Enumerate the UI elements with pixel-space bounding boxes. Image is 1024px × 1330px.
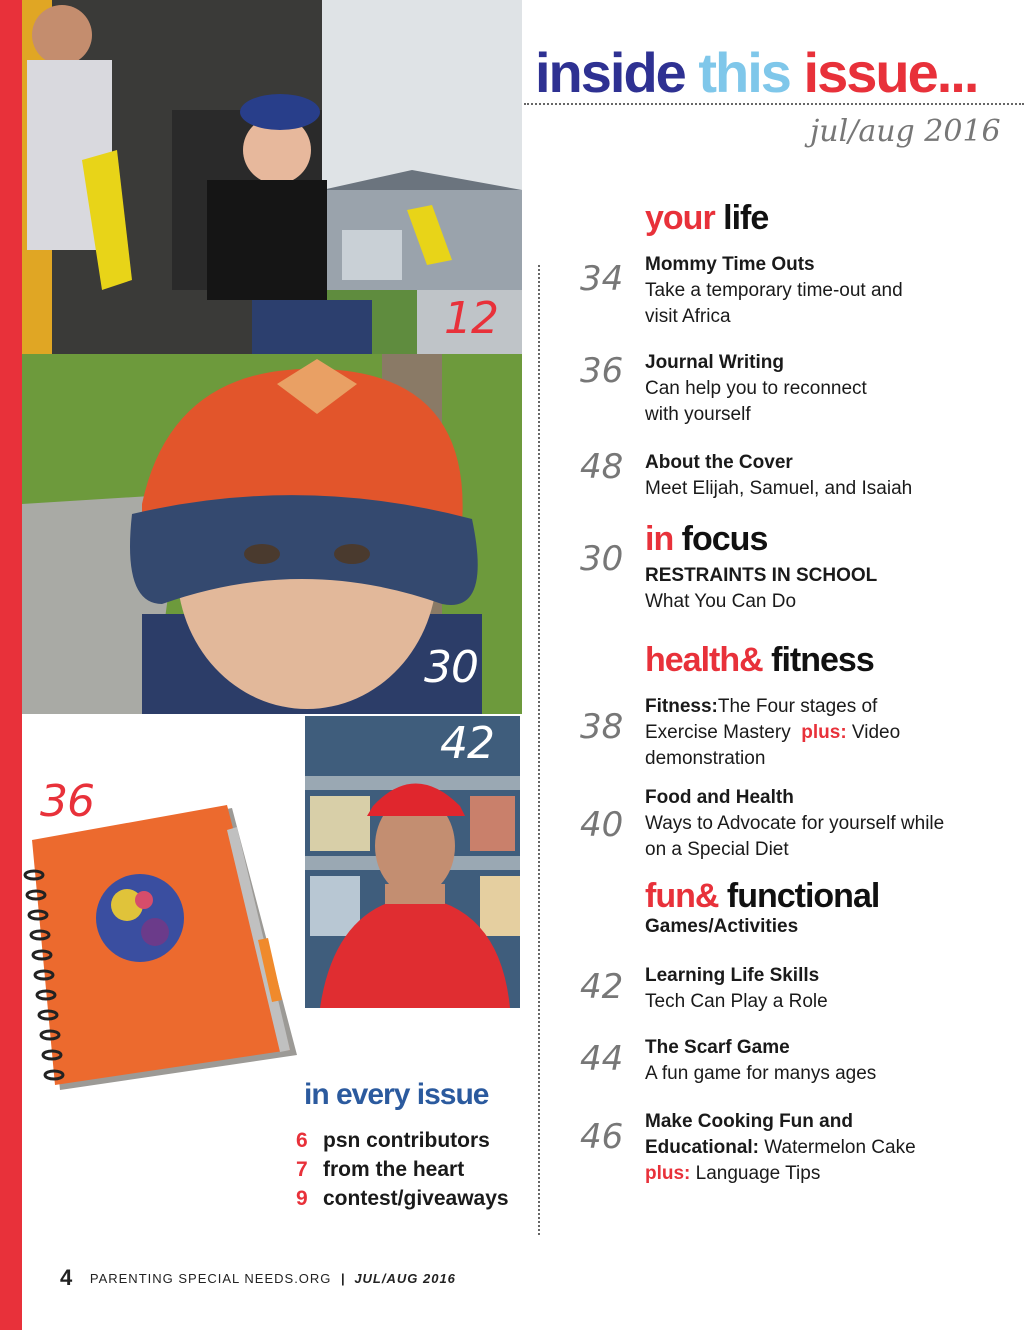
page-title xyxy=(535,42,977,104)
entry-title: The Scarf Game xyxy=(645,1037,790,1058)
column-divider xyxy=(538,265,540,1235)
entry-title: Fitness: xyxy=(645,696,718,717)
footer-date: JUL/AUG 2016 xyxy=(354,1271,456,1286)
entry-desc: Meet Elijah, Samuel, and Isaiah xyxy=(645,478,913,499)
entry-title: Educational: xyxy=(645,1137,760,1158)
every-issue-item[interactable]: 6 psn contributors xyxy=(296,1129,490,1152)
entry-desc: demonstration xyxy=(645,748,766,769)
entry-title: RESTRAINTS IN SCHOOL xyxy=(645,565,878,586)
entry-desc: The Four stages of xyxy=(717,696,878,717)
toc-entry-about-the-cover[interactable] xyxy=(645,450,1015,502)
entry-title: Journal Writing xyxy=(645,352,784,373)
every-issue-list xyxy=(296,1126,509,1213)
toc-entry-fitness[interactable] xyxy=(645,694,1015,772)
title-divider xyxy=(524,103,1024,105)
entry-title: Mommy Time Outs xyxy=(645,254,815,275)
photo-page-number-42: 42 xyxy=(440,718,494,769)
entry-desc: Ways to Advocate for yourself while xyxy=(645,813,945,834)
issue-date: jul/aug 2016 xyxy=(810,114,1001,149)
footer-page-number: 4 xyxy=(60,1265,73,1290)
section-subtitle: Games/Activities xyxy=(645,916,799,937)
plus-label: plus: xyxy=(645,1163,691,1184)
entry-desc: What You Can Do xyxy=(645,591,797,612)
entry-desc: on a Special Diet xyxy=(645,839,789,860)
entry-title: Learning Life Skills xyxy=(645,965,820,986)
title-word-issue: issue... xyxy=(803,41,978,104)
photo-page-number-30: 30 xyxy=(424,642,478,693)
entry-desc: Exercise Mastery xyxy=(645,722,791,743)
page-footer xyxy=(60,1265,456,1291)
toc-entry-food-and-health[interactable] xyxy=(645,785,1015,863)
entry-desc: Watermelon Cake xyxy=(759,1137,916,1158)
entry-desc: A fun game for manys ages xyxy=(645,1063,877,1084)
photo-page-number-12: 12 xyxy=(444,293,498,344)
page-number: 42 xyxy=(580,967,624,1007)
entry-desc: with yourself xyxy=(645,404,751,425)
page-number: 36 xyxy=(580,351,624,391)
every-issue-title: in every issue xyxy=(304,1078,489,1111)
toc-entry-restraints-in-school[interactable] xyxy=(645,563,1015,615)
left-accent-bar xyxy=(0,0,22,1330)
footer-separator: | xyxy=(341,1271,345,1286)
page-number: 34 xyxy=(580,259,624,299)
page-number: 46 xyxy=(580,1117,624,1157)
page-number: 30 xyxy=(580,539,624,579)
notebook-photo xyxy=(22,800,302,1100)
section-in-focus: in focus xyxy=(645,520,768,558)
entry-desc: Can help you to reconnect xyxy=(645,378,867,399)
toc-entry-learning-life-skills[interactable] xyxy=(645,963,1015,1015)
entry-desc: Language Tips xyxy=(690,1163,821,1184)
entry-desc: Take a temporary time-out and xyxy=(645,280,903,301)
entry-desc: Tech Can Play a Role xyxy=(645,991,828,1012)
title-word-inside: inside xyxy=(535,41,685,104)
footer-site: PARENTING SPECIAL NEEDS.ORG xyxy=(89,1271,332,1286)
page-number: 40 xyxy=(580,805,624,845)
page-number: 48 xyxy=(580,447,624,487)
section-health-fitness: health& fitness xyxy=(645,641,874,679)
toc-entry-scarf-game[interactable] xyxy=(645,1035,1015,1087)
plus-label: plus: xyxy=(801,722,847,743)
every-issue-item[interactable]: 7 from the heart xyxy=(296,1158,465,1181)
toc-entry-mommy-time-outs[interactable] xyxy=(645,252,1015,330)
section-fun-functional: fun& functional xyxy=(645,877,880,915)
entry-title: About the Cover xyxy=(645,452,793,473)
entry-desc: visit Africa xyxy=(645,306,731,327)
section-your-life: your life xyxy=(645,199,769,237)
entry-title: Make Cooking Fun and xyxy=(645,1111,853,1132)
entry-desc: Video xyxy=(846,722,901,743)
entry-title: Food and Health xyxy=(645,787,794,808)
toc-entry-journal-writing[interactable] xyxy=(645,350,1015,428)
toc-entry-cooking-fun[interactable] xyxy=(645,1109,1015,1187)
every-issue-item[interactable]: 9 contest/giveaways xyxy=(296,1187,509,1210)
title-word-this: this xyxy=(698,41,790,104)
photo-page-number-36: 36 xyxy=(40,776,94,827)
page-number: 44 xyxy=(580,1039,624,1079)
page-number: 38 xyxy=(580,707,624,747)
